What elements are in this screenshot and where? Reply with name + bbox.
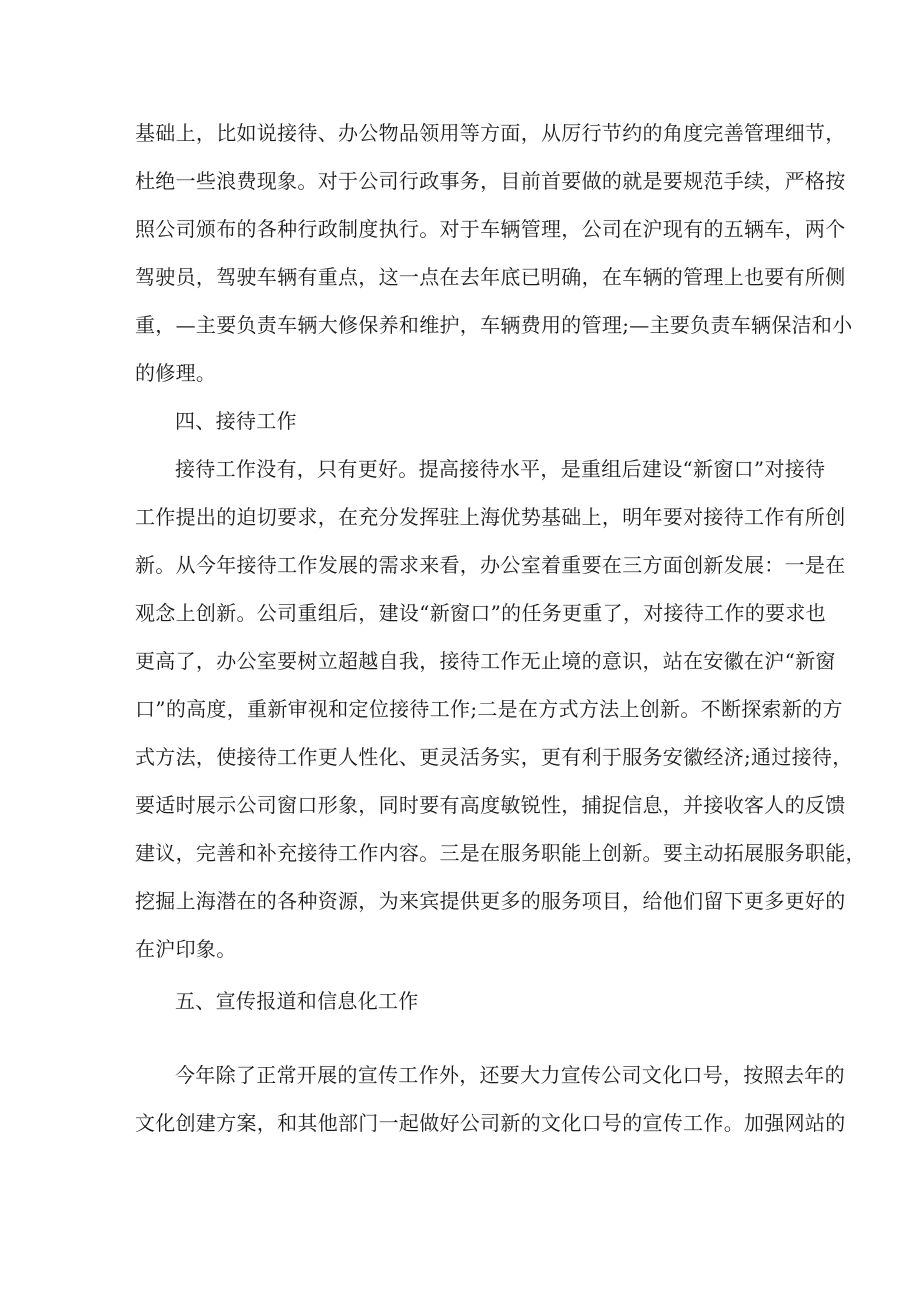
- paragraph-line: 更高了，办公室要树立超越自我，接待工作无止境的意识，站在安徽在沪“新窗: [135, 649, 836, 673]
- paragraph-line: 挖掘上海潜在的各种资源，为来宾提供更多的服务项目，给他们留下更多更好的: [135, 889, 846, 913]
- paragraph-line: 在沪印象。: [135, 937, 237, 961]
- section-heading-reception: 四、接待工作: [175, 409, 297, 433]
- paragraph-line: 照公司颁布的各种行政制度执行。对于车辆管理，公司在沪现有的五辆车，两个: [135, 217, 846, 241]
- paragraph-line: 工作提出的迫切要求，在充分发挥驻上海优势基础上，明年要对接待工作有所创: [135, 505, 846, 529]
- paragraph-line: 今年除了正常开展的宣传工作外，还要大力宣传公司文化口号，按照去年的: [175, 1063, 845, 1087]
- paragraph-line: 驾驶员，驾驶车辆有重点，这一点在去年底已明确，在车辆的管理上也要有所侧: [135, 265, 846, 289]
- paragraph-line: 重，—主要负责车辆大修保养和维护，车辆费用的管理;—主要负责车辆保洁和小: [135, 313, 853, 337]
- paragraph-line: 文化创建方案，和其他部门一起做好公司新的文化口号的宣传工作。加强网站的: [135, 1111, 846, 1135]
- paragraph-line: 的修理。: [135, 361, 217, 385]
- paragraph-line: 新。从今年接待工作发展的需求来看，办公室着重要在三方面创新发展：一是在: [135, 553, 846, 577]
- paragraph-line: 观念上创新。公司重组后，建设“新窗口”的任务更重了，对接待工作的要求也: [135, 601, 826, 625]
- paragraph-line: 基础上，比如说接待、办公物品领用等方面，从厉行节约的角度完善管理细节，: [135, 121, 846, 145]
- paragraph-line: 杜绝一些浪费现象。对于公司行政事务，目前首要做的就是要规范手续，严格按: [135, 169, 846, 193]
- paragraph-line: 式方法，使接待工作更人性化、更灵活务实，更有利于服务安徽经济;通过接待，: [135, 745, 853, 769]
- section-heading-publicity: 五、宣传报道和信息化工作: [175, 989, 419, 1013]
- paragraph-line: 接待工作没有，只有更好。提高接待水平，是重组后建设“新窗口”对接待: [175, 457, 826, 481]
- paragraph-line: 口”的高度，重新审视和定位接待工作;二是在方式方法上创新。不断探索新的方: [135, 697, 843, 721]
- paragraph-line: 建议，完善和补充接待工作内容。三是在服务职能上创新。要主动拓展服务职能，: [135, 841, 866, 865]
- paragraph-line: 要适时展示公司窗口形象，同时要有高度敏锐性，捕捉信息，并接收客人的反馈: [135, 793, 846, 817]
